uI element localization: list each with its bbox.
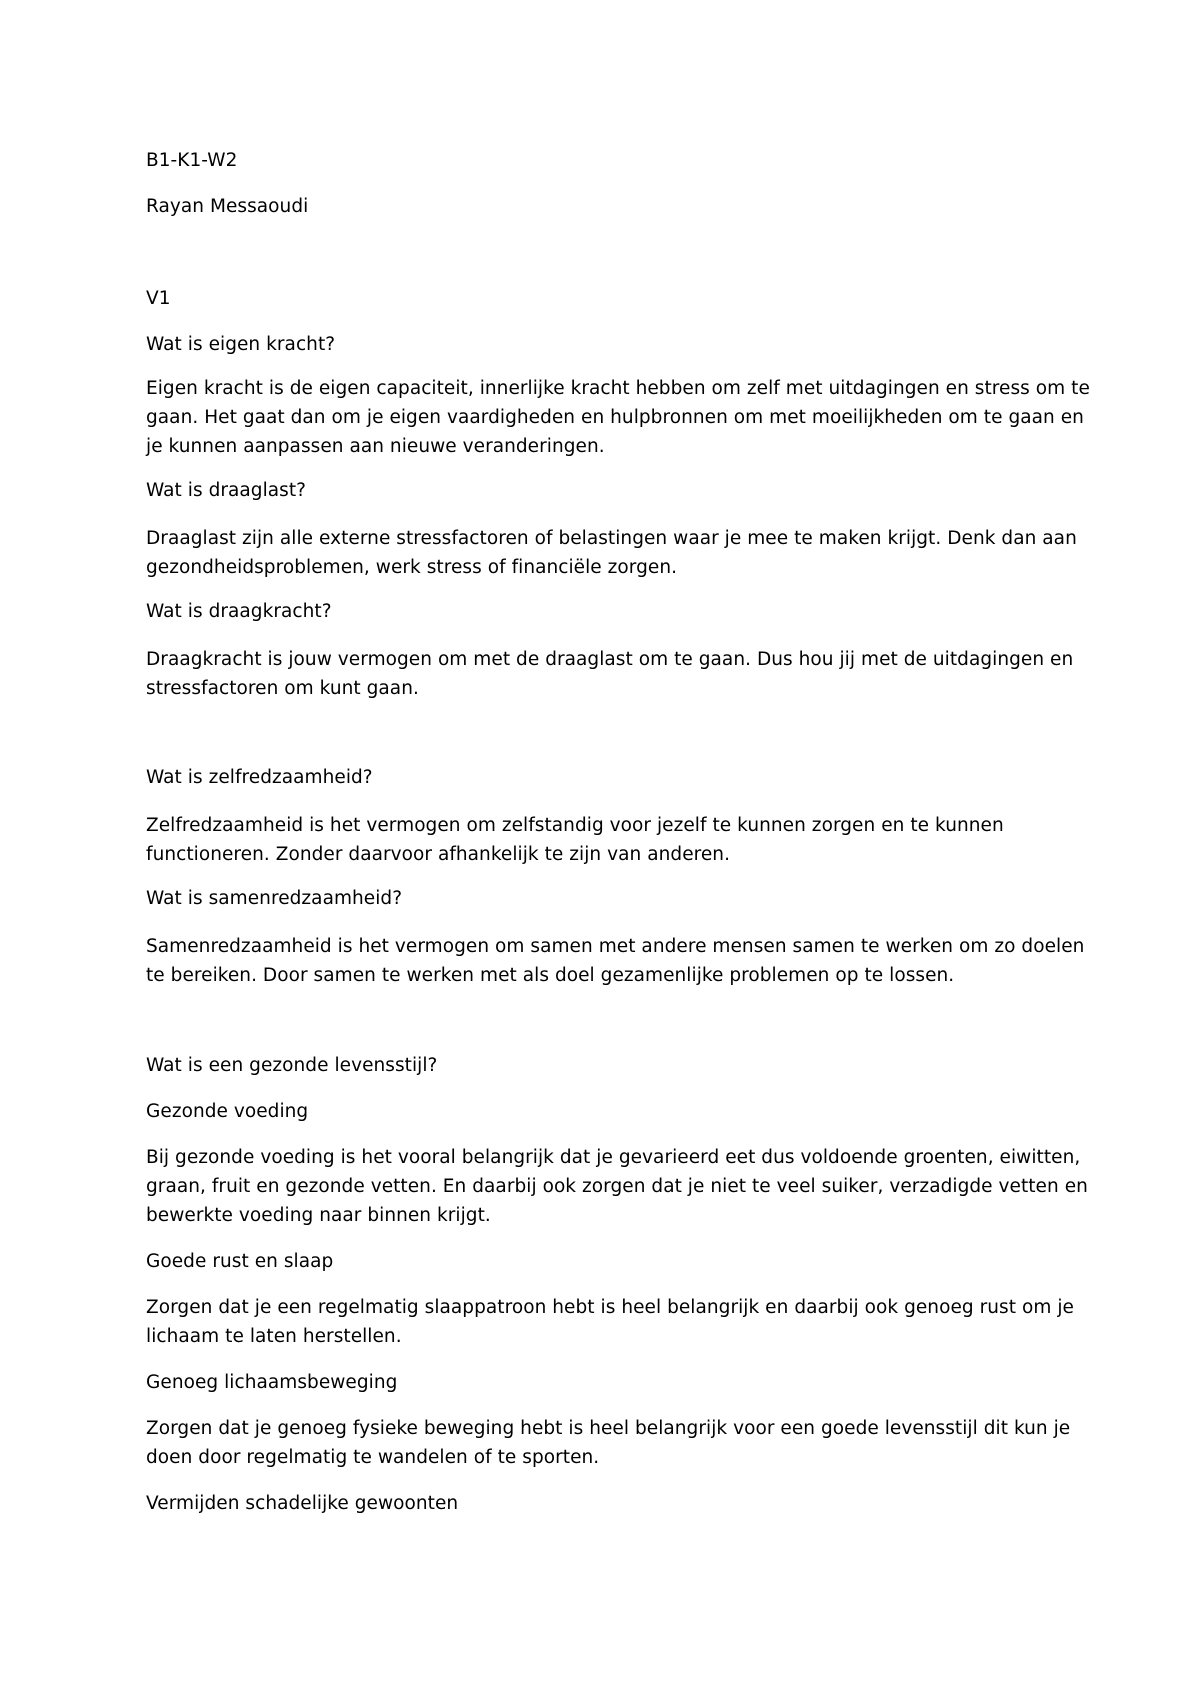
author-name: Rayan Messaoudi <box>146 196 309 217</box>
answer-line: Draaglast zijn alle externe stressfactoren of belastingen waar je mee te maken krijgt. Denk dan aan <box>146 528 1077 549</box>
answer-line: functioneren. Zonder daarvoor afhankelijk te zijn van anderen. <box>146 844 731 865</box>
lifestyle-line: bewerkte voeding naar binnen krijgt. <box>146 1205 491 1226</box>
lifestyle-line: lichaam te laten herstellen. <box>146 1326 402 1347</box>
document-code: B1-K1-W2 <box>146 150 238 171</box>
answer-line: Zelfredzaamheid is het vermogen om zelfstandig voor jezelf te kunnen zorgen en te kunnen <box>146 815 1004 836</box>
lifestyle-line: graan, fruit en gezonde vetten. En daarbij ook zorgen dat je niet te veel suiker, verzadigde vetten en <box>146 1176 1088 1197</box>
question-gezonde-levensstijl: Wat is een gezonde levensstijl? <box>146 1055 438 1076</box>
answer-line: Samenredzaamheid is het vermogen om samen met andere mensen samen te werken om zo doelen <box>146 936 1085 957</box>
question-eigen-kracht: Wat is eigen kracht? <box>146 334 336 355</box>
answer-line: gaan. Het gaat dan om je eigen vaardigheden en hulpbronnen om met moeilijkheden om te gaan en <box>146 407 1084 428</box>
answer-line: Eigen kracht is de eigen capaciteit, innerlijke kracht hebben om zelf met uitdagingen en stress om te <box>146 378 1090 399</box>
lifestyle-line: doen door regelmatig te wandelen of te sporten. <box>146 1447 600 1468</box>
lifestyle-line: Zorgen dat je een regelmatig slaappatroon hebt is heel belangrijk en daarbij ook genoeg rust om je <box>146 1297 1074 1318</box>
answer-line: Draagkracht is jouw vermogen om met de draaglast om te gaan. Dus hou jij met de uitdagingen en <box>146 649 1074 670</box>
lifestyle-heading-beweging: Genoeg lichaamsbeweging <box>146 1372 398 1393</box>
question-zelfredzaamheid: Wat is zelfredzaamheid? <box>146 767 373 788</box>
lifestyle-heading-gewoonten: Vermijden schadelijke gewoonten <box>146 1493 459 1514</box>
question-draagkracht: Wat is draagkracht? <box>146 601 332 622</box>
lifestyle-heading-rust: Goede rust en slaap <box>146 1251 334 1272</box>
lifestyle-heading-voeding: Gezonde voeding <box>146 1101 309 1122</box>
lifestyle-line: Bij gezonde voeding is het vooral belangrijk dat je gevarieerd eet dus voldoende groenten, eiwitten, <box>146 1147 1081 1168</box>
question-samenredzaamheid: Wat is samenredzaamheid? <box>146 888 403 909</box>
answer-line: stressfactoren om kunt gaan. <box>146 678 419 699</box>
answer-line: je kunnen aanpassen aan nieuwe veranderingen. <box>146 436 605 457</box>
question-draaglast: Wat is draaglast? <box>146 480 307 501</box>
section-heading: V1 <box>146 288 171 309</box>
lifestyle-line: Zorgen dat je genoeg fysieke beweging hebt is heel belangrijk voor een goede levensstijl dit kun je <box>146 1418 1071 1439</box>
answer-line: te bereiken. Door samen te werken met als doel gezamenlijke problemen op te lossen. <box>146 965 955 986</box>
answer-line: gezondheidsproblemen, werk stress of financiële zorgen. <box>146 557 678 578</box>
